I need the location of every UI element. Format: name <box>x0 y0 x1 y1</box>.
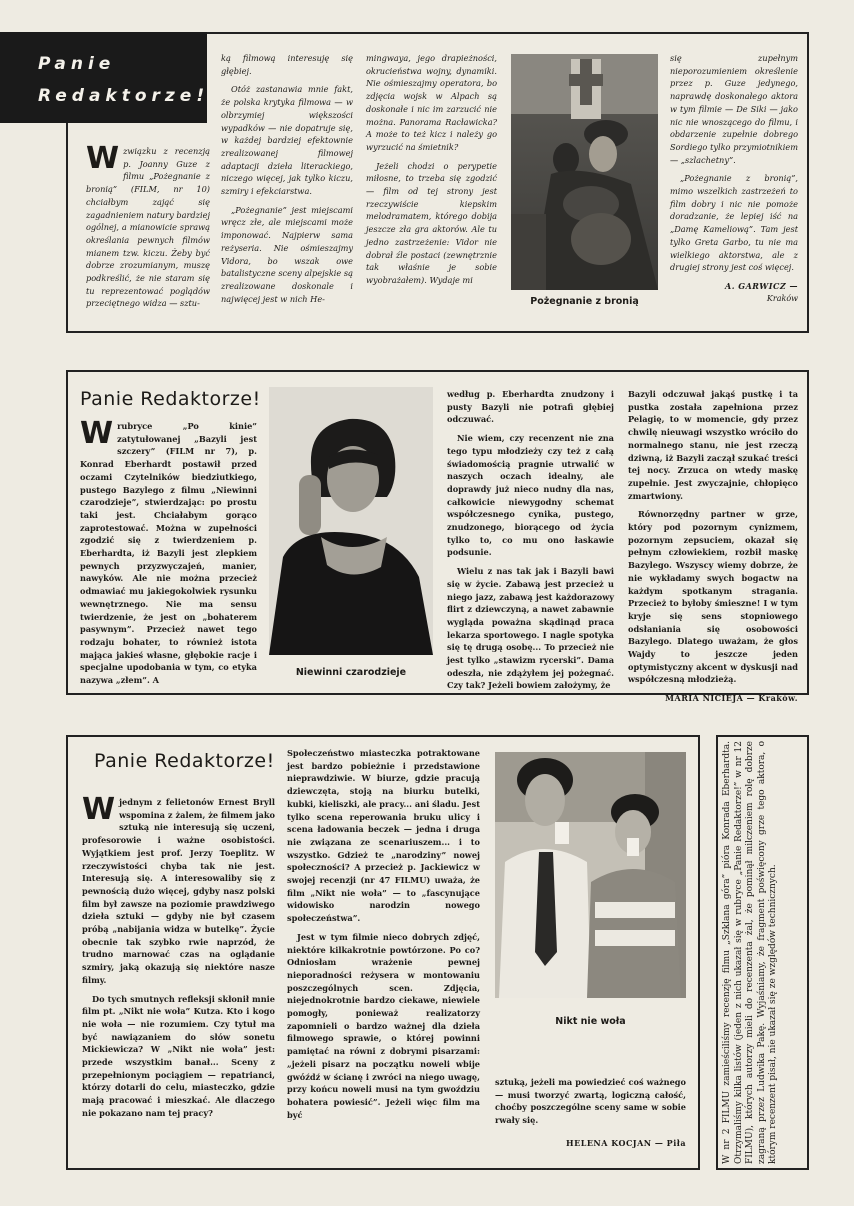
paragraph-text: jednym z felietonów Ernest Bryll wspomina z żalem, że filmem jako sztuką nie interesują się uczeni, profesorowie i ważne osobistości. Wyjątkiem jest prof. Jerzy Toeplitz. W rzeczywistości chyba tak nie jest. Interesują się. A interesowaliby się z pewnością dużo więcej, gdyby nasz polski film był zawsze na poziomie prawdziwego dzieła sztuki — gdyby nie był czasem próbą „nabijania widza w butelkę”. Życie obecnie tak szybko rwie naprzód, że trudno marnować czas na oglądanie szmiry, jaką okazują się niektóre nasze filmy. <box>82 797 275 985</box>
paragraph: według p. Eberhardta znudzony i pusty Bazyli nie potrafi głębiej odczuwać. <box>447 389 614 425</box>
box1-column-4 <box>670 52 798 327</box>
section-heading: Panie Redaktorze! <box>80 388 261 410</box>
paragraph-text: związku z recenzją p. Joanny Guze z filmu „Pożegnanie z bronią” (FILM, nr 10) chciałbym zająć się zagadnieniem natury bardziej ogólnej, a mianowicie sprawą określania pewnych filmów mianem tzw. kiczu. Żeby być dobrze zrozumianym, muszę podkreślić, że nie staram się tu reprezentować poglądów przeciętnego widza — sztu- <box>86 146 210 309</box>
dropcap-w: W <box>86 141 120 176</box>
signature: A. GARWICZ — <box>724 280 798 291</box>
signature: HELENA KOCJAN — Piła <box>566 1137 686 1148</box>
heading-tab-panie-redaktorze <box>0 32 210 123</box>
photo-pozegnanie-z-bronia <box>511 54 658 290</box>
paragraph: „Pożegnanie z bronią”, mimo wszelkich zastrzeżeń to film dobry i nic nie pomoże doradzanie, że lepiej iść na „Damę Kameliową”. Tam jest tylko Greta Garbo, tu nie ma wielkiego aktorstwa, ale z drugiej strony jest coś więcej. <box>670 173 798 273</box>
box2-column-1 <box>80 416 257 686</box>
photo-caption: Niewinni czarodzieje <box>295 667 407 678</box>
paragraph: sztuką, jeżeli ma powiedzieć coś ważnego — musi tworzyć zwartą, logiczną całość, choćby poszczególne sceny same w sobie rwały się. <box>495 1077 686 1126</box>
photo-caption: Nikt nie woła <box>555 1016 626 1027</box>
box3-column-3 <box>495 1076 686 1166</box>
box1-column-1 <box>86 141 210 335</box>
photo-illustration <box>495 752 686 998</box>
paragraph: Jeżeli chodzi o perypetie miłosne, to trzeba się zgodzić — film od tej strony jest rzeczywiście kiepskim melodramatem, którego dobija jeszcze zła gra aktorów. Ale tu jedno zastrzeżenie: Vidor nie dobrał źle postaci (zewnętrznie tak właśnie je sobie wyobrażałem). Wydaje mi <box>366 160 497 285</box>
heading-line-1: Panie <box>38 54 116 74</box>
box2-column-2 <box>447 388 614 691</box>
box3-column-2 <box>287 747 480 1142</box>
paragraph: Nie wiem, czy recenzent nie zna tego typu młodzieży czy też z całą świadomością pragnie utrwalić w naszych oczach idealny, ale doprawdy już nieco nudny dla nas, całkowicie niewygodny schemat współczesnego cynika, pustego, znudzonego, biorącego od życia tylko to, co mu ono łaskawie podsunie. <box>447 433 614 558</box>
box3-column-1 <box>82 792 275 1158</box>
paragraph: się zupełnym nieporozumieniem określenie przez p. Guze jedynego, naprawdę doskonałego aktora w tym filmie — De Siki — jako nic nie wnoszącego do filmu, i obdarzenie zupełnie dobrego Sordiego tylko przymiotnikiem — „szlachetny”. <box>670 53 798 165</box>
signature-city: Kraków <box>766 293 798 303</box>
paragraph <box>82 792 275 987</box>
dropcap-w: W <box>80 416 114 451</box>
editorial-note <box>722 741 803 1164</box>
photo-caption: Pożegnanie z bronią <box>530 296 639 307</box>
paragraph-text: rubryce „Po kinie” zatytułowanej „Bazyli jest szczery” (FILM nr 7), p. Konrad Eberhardt postawił przed oczami Czytelników biedziutkiego, pustego Bazylego z filmu „Niewinni czarodzieje”, stwierdzając: po prostu taki jest. Chciałabym gorąco zaprotestować. Można w zupełności zgodzić się z twierdzeniem p. Eberhardta, iż Bazyli jest zlepkiem pewnych przyzwyczajeń, manier, nawyków. Ale nie można przecież odmawiać mu jakiegokolwiek rysunku wewnętrznego. Nie ma sensu twierdzenie, że jest on „bohaterem pasywnym”. Przecież nawet tego rodzaju bohater, to również istota mająca jakieś własne, głębokie racje i specjalne upodobania w tym, co etyka nazywa „złem”. A <box>80 421 257 686</box>
photo-illustration <box>269 387 433 655</box>
photo-nikt-nie-wola <box>495 752 686 998</box>
paragraph <box>86 141 210 310</box>
paragraph: Społeczeństwo miasteczka potraktowane jest bardzo pobieżnie i przedstawione nieprawdziwie. W biurze, gdzie pracują dziewczęta, stoją na biurku butelki, kubki, kieliszki, ale pracy... ani śladu. Jest tylko scena reperowania bruku ulicy i scena ładowania beczek — jedna i druga nie związana ze scenariuszem... i to wszystko. Gdzież te „narodziny” nowej społeczności? A przecież p. Jackiewicz w swojej recenzji (nr 47 FILMU) uważa, że film „Nikt nie woła” — to „fascynujące widowisko narodzin nowego społeczeństwa”. <box>287 748 480 924</box>
paragraph: „Pożegnanie” jest miejscami wręcz złe, ale miejscami może imponować. Najpierw sama reżyseria. Nie ośmieszajmy Vidora, bo wszak owe batalistyczne sceny alpejskie są zrealizowane doskonale i najwięcej jest w nich He- <box>221 204 353 304</box>
box1-column-3 <box>366 52 497 322</box>
section-heading: Panie Redaktorze! <box>94 750 275 772</box>
box1-column-2 <box>221 52 353 322</box>
photo-illustration <box>511 54 658 290</box>
heading-line-2: Redaktorze! <box>38 86 210 106</box>
paragraph: ką filmową interesuję się głębiej. <box>221 53 353 76</box>
paragraph: Wielu z nas tak jak i Bazyli bawi się w życie. Zabawą jest przecież u niego jazz, zabawą jest każdorazowy flirt z dziewczyną, a nawet zabawnie wygląda poważna skądinąd praca lekarza sportowego. I nagle spotyka się tę drugą osobę... To przecież nie jest tylko „stawizm rycerski”. Dama odeszła, nie zdążyłem jej pożegnać. Czy tak? Jeżeli bowiem założymy, że <box>447 566 614 691</box>
paragraph <box>80 416 257 687</box>
box2-column-3 <box>628 388 798 704</box>
editorial-note-text: W nr 2 FILMU zamieściliśmy recenzję filmu „Szklana góra” pióra Konrada Eberhardta. Otrzymaliśmy kilka listów (jeden z nich ukazał się w rubryce „Panie Redaktorze!” w nr 12 FILMU), których autorzy mieli do recenzenta żal, że pominął milczeniem rolę dobrze zagraną przez Ludwika Pakę. Wyjaśniamy, że fragment poświęcony grze tego aktora, o którym recenzent pisał, nie ukazał się ze względów technicznych. <box>722 741 779 1164</box>
paragraph: Jest w tym filmie nieco dobrych zdjęć, niektóre kilkakrotnie powtórzone. Po co? Odniosłam wrażenie pewnej nieporadności reżysera w montowaniu poszczególnych scen. Zdjęcia, niejednokrotnie bardzo ciekawe, niewiele pomogły, ponieważ realizatorzy zapomnieli o bardzo ważnej dla dzieła filmowego sprawie, o której powinni pamiętać na równi z dobrymi pisarzami: „jeżeli pisarz na początku noweli wbije gwóźdź w ścianę i zwróci na niego uwagę, przy końcu noweli musi na tym gwoździu bohatera powiesić”. Jeżeli więc film ma być <box>287 931 480 1120</box>
paragraph: Do tych smutnych refleksji skłonił mnie film pt. „Nikt nie woła” Kutza. Kto i kogo nie woła — nie rozumiem. Czy tytuł ma być nawiązaniem do słów sonetu Mickiewicza? W „Nikt nie woła” jest: przede wszystkim banał... Sceny z przepełnionym pociągiem — repatrianci, którzy dotarli do celu, miasteczko, gdzie mają pracować i mieszkać. Ale dlaczego nie pokazano nam tej pracy? <box>82 993 275 1118</box>
photo-niewinni-czarodzieje <box>269 387 433 655</box>
dropcap-w: W <box>82 792 116 827</box>
paragraph: Otóż zastanawia mnie fakt, że polska krytyka filmowa — w olbrzymiej większości wypadków — nie dopatruje się, w każdej bardziej efektownie zrealizowanej filmowej adaptacji dzieła literackiego, niczego więcej, jak tylko kiczu, szmiry i efekciarstwa. <box>221 84 353 197</box>
paragraph: Bazyli odczuwał jakąś pustkę i ta pustka została zapełniona przez Pelagię, to w momencie, gdy przez chwilę nieuwagi wszystko wróciło do normalnego stanu, nie jest rzeczą dziwną, iż Bazyli zaczął szukać treści tej nocy. Zrzuca on wtedy maskę zupełnie. Jest zwyczajnie, chłopięco zmartwiony. <box>628 389 798 501</box>
paragraph: Równorzędny partner w grze, który pod pozornym cynizmem, pozornym zepsuciem, okazał się pełnym człowiekiem, rozbił maskę Bazylego. Wszyscy wiemy dobrze, że nie wykładamy swych bogactw na każdym spotkanym stragania. Przecież to byłoby śmieszne! I w tym kryje się sens stopniowego odsłaniania się osobowości Bazylego. Dlatego uważam, że głos Wajdy to jeszcze jeden optymistyczny akcent w dyskusji nad współczesną młodzieżą. <box>628 509 798 685</box>
signature: MARIA NICIEJA — Kraków. <box>665 693 798 704</box>
paragraph: mingwaya, jego drapieżności, okrucieństwa wojny, dynamiki. Nie ośmieszajmy operatora, bo zdjęcia wojsk w Alpach są doskonałe i nic im zarzucić nie można. Panorama Racławicka? A może to też kicz i należy go wyrzucić na śmietnik? <box>366 53 497 152</box>
page-title <box>38 48 209 112</box>
